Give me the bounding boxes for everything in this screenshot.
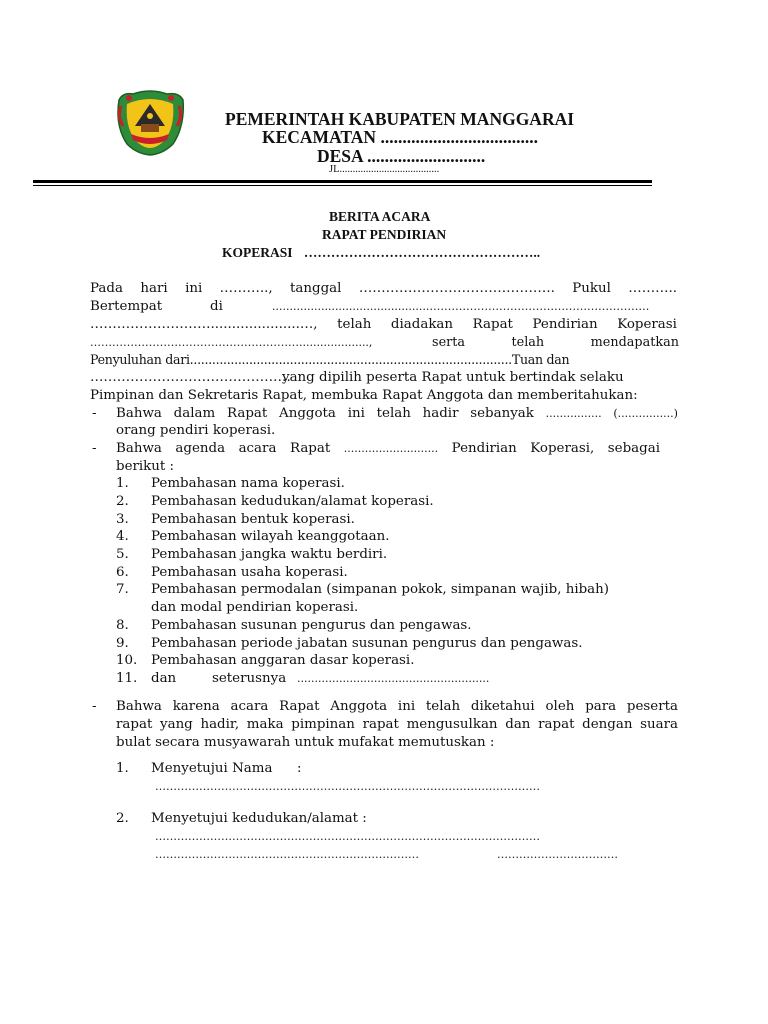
address-blank-1: ……………………………………………………………………………………………	[155, 830, 540, 843]
agenda-num: 10.	[116, 653, 138, 668]
agenda-item: dan	[151, 671, 177, 686]
agenda-item: Pembahasan jangka waktu berdiri.	[151, 547, 388, 562]
agenda-item: Pembahasan bentuk koperasi.	[151, 512, 355, 527]
bullet-1-line-2: orang pendiri koperasi.	[116, 423, 276, 438]
bullet-2-line-1: Bahwa agenda acara Rapat ........................... Pendirian Koperasi, sebagai	[116, 441, 660, 456]
agenda-num: 6.	[116, 565, 129, 580]
bullet-dash-2: -	[92, 441, 97, 456]
opening-line-2b: di	[210, 299, 223, 314]
decision-num: 2.	[116, 811, 129, 826]
agenda-item: Pembahasan kedudukan/alamat koperasi.	[151, 494, 434, 509]
agenda-item: Pembahasan periode jabatan susunan pengurus dan pengawas.	[151, 636, 583, 651]
opening-line-5: Penyuluhan dari.......................................................................................Tuan dan	[90, 352, 570, 367]
agenda-num: 4.	[116, 529, 129, 544]
conclusion-line-2: rapat yang hadir, maka pimpinan rapat mengusulkan dan rapat dengan suara	[116, 717, 678, 732]
letterhead-rule-thick	[33, 180, 652, 183]
doc-title-rapat: RAPAT PENDIRIAN	[322, 227, 447, 242]
manggarai-regency-emblem	[113, 86, 187, 156]
letterhead-kecamatan: KECAMATAN ....................................	[262, 127, 538, 147]
decision-label: Menyetujui Nama	[151, 761, 273, 776]
koperasi-label: KOPERASI	[222, 245, 293, 260]
opening-line-2: Bertempat	[90, 299, 163, 314]
agenda-item: Pembahasan permodalan (simpanan pokok, simpanan wajib, hibah)	[151, 582, 610, 597]
decision-colon: :	[297, 761, 302, 776]
conclusion-line-1: Bahwa karena acara Rapat Anggota ini telah diketahui oleh para peserta	[116, 699, 678, 714]
agenda-item: Pembahasan anggaran dasar koperasi.	[151, 653, 415, 668]
opening-line-7: Pimpinan dan Sekretaris Rapat, membuka Rapat Anggota dan memberitahukan:	[90, 388, 638, 403]
opening-line-3: ……………………….....................…, telah diadakan Rapat Pendirian Koperasi	[90, 317, 677, 332]
letterhead-government: PEMERINTAH KABUPATEN MANGGARAI	[225, 109, 575, 129]
agenda-item-continuation: dan modal pendirian koperasi.	[151, 600, 359, 615]
address-blank-2a: ………………………………………………………………	[155, 848, 419, 861]
agenda-num: 2.	[116, 494, 129, 509]
agenda-item: Pembahasan usaha koperasi.	[151, 565, 348, 580]
agenda-item: Pembahasan wilayah keanggotaan.	[151, 529, 390, 544]
agenda-num: 8.	[116, 618, 129, 633]
bullet-2-line-2: berikut :	[116, 459, 175, 474]
opening-line-4: serta telah mendapatkan	[432, 335, 679, 350]
letterhead-street: JL......................................	[329, 164, 440, 175]
bullet-dash-1: -	[92, 406, 97, 421]
opening-line-4a: …………………………………………………....................,	[90, 336, 373, 349]
agenda-num: 7.	[116, 582, 129, 597]
agenda-item-blank: .......................................................	[297, 672, 490, 685]
conclusion-line-3: bulat secara musyawarah untuk mufakat memutuskan :	[116, 735, 495, 750]
bullet-dash-3: -	[92, 699, 97, 714]
decision-num: 1.	[116, 761, 129, 776]
place-blank: .............................................……………………………………………………	[272, 300, 650, 313]
agenda-item: Pembahasan nama koperasi.	[151, 476, 345, 491]
doc-title-berita-acara: BERITA ACARA	[329, 209, 431, 224]
letterhead-desa: DESA ...........................	[317, 146, 486, 166]
opening-line-6b: yang dipilih peserta Rapat untuk bertindak selaku	[282, 370, 624, 385]
doc-title-koperasi	[222, 245, 540, 261]
agenda-num: 11.	[116, 671, 138, 686]
address-blank-2b: ……………………………	[497, 848, 618, 861]
name-blank: ……………………………………………………………………………………………	[155, 780, 540, 793]
bullet-1-line-1: Bahwa dalam Rapat Anggota ini telah hadir sebanyak ................ (................)	[116, 406, 678, 421]
agenda-num: 3.	[116, 512, 129, 527]
opening-line-1: Pada hari ini ……….., tanggal …………………………………….. Pukul ………..	[90, 281, 677, 296]
agenda-item: Pembahasan susunan pengurus dan pengawas.	[151, 618, 472, 633]
agenda-num: 9.	[116, 636, 129, 651]
decision-label: Menyetujui kedudukan/alamat :	[151, 811, 367, 826]
agenda-item: seterusnya	[212, 671, 287, 686]
koperasi-name-blank: ……………………………………………..	[303, 245, 541, 260]
agenda-num: 1.	[116, 476, 129, 491]
opening-line-6a: ………………………………………	[90, 370, 291, 385]
letterhead-rule-thin	[33, 185, 652, 186]
agenda-num: 5.	[116, 547, 129, 562]
